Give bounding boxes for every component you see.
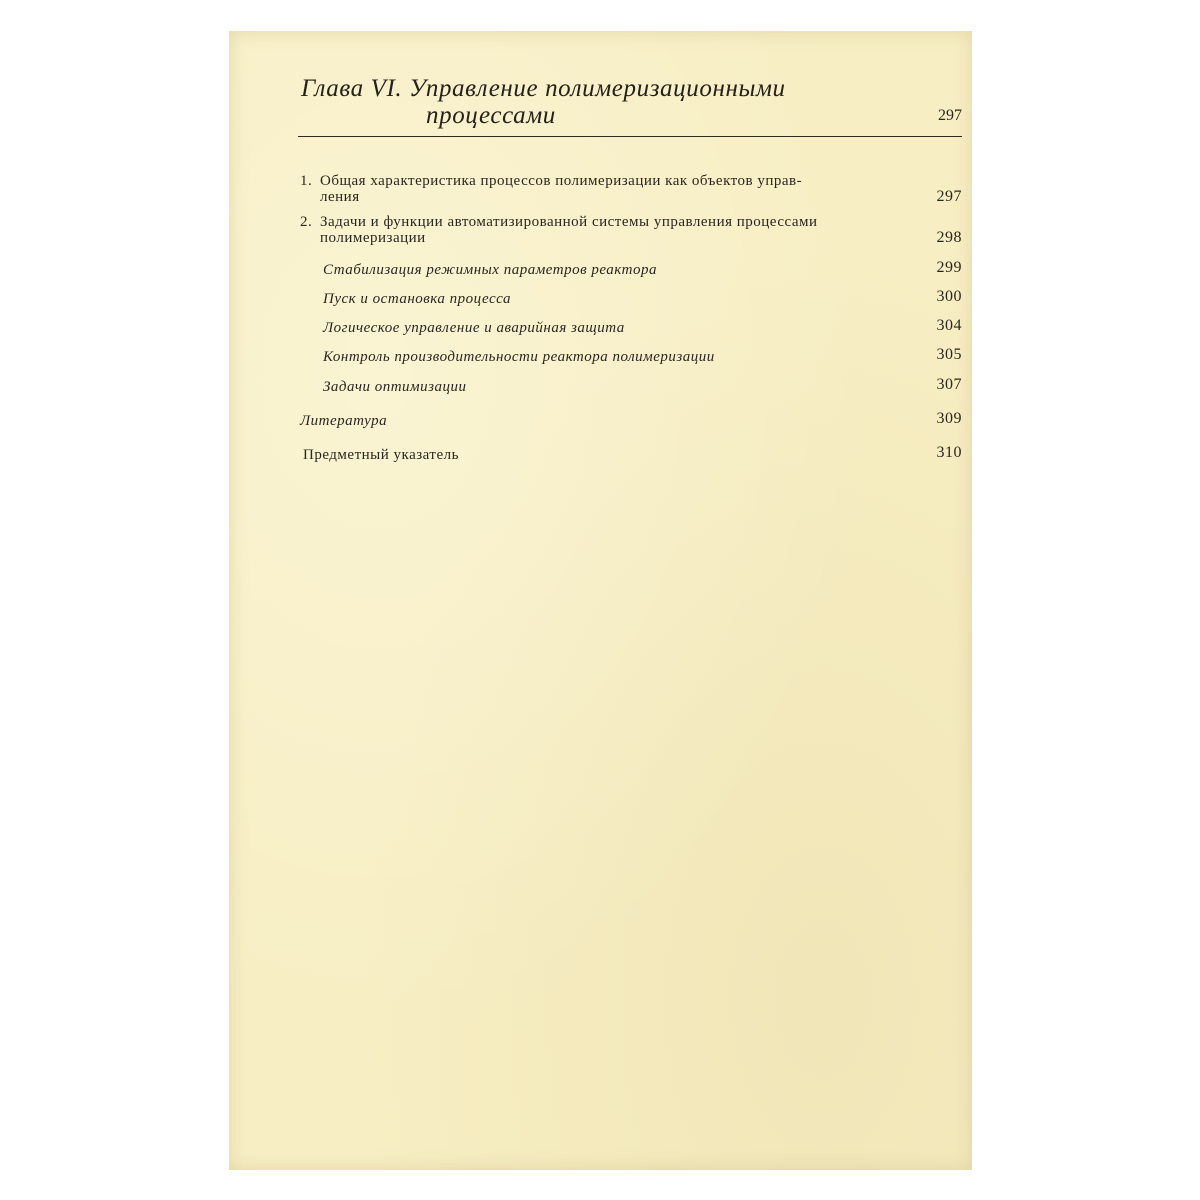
toc-subentry-text: Задачи оптимизации bbox=[323, 379, 467, 395]
chapter-title-line-1: Глава VI. Управление полимеризационными bbox=[301, 75, 786, 102]
toc-subentry-page: 299 bbox=[936, 259, 962, 276]
book-page bbox=[229, 31, 972, 1170]
toc-literature-text: Литература bbox=[300, 413, 388, 429]
chapter-divider bbox=[298, 136, 962, 137]
toc-entry-number: 2. bbox=[300, 214, 313, 230]
toc-entry-line-1: Задачи и функции автоматизированной системы управления процессами bbox=[320, 214, 818, 230]
toc-subentry-text: Контроль производительности реактора полимеризации bbox=[323, 349, 715, 365]
toc-subentry-page: 304 bbox=[936, 317, 962, 334]
toc-entry-text bbox=[300, 214, 910, 246]
toc-entry-line-1: Общая характеристика процессов полимеризации как объектов управ- bbox=[320, 173, 803, 189]
toc-subentry-4 bbox=[323, 346, 962, 365]
toc-entry-1 bbox=[300, 173, 962, 205]
toc-literature-page: 309 bbox=[936, 410, 962, 427]
toc-entry-page: 298 bbox=[936, 229, 962, 246]
toc-subentry-text: Стабилизация режимных параметров реактора bbox=[323, 262, 657, 278]
toc-entry-number: 1. bbox=[300, 173, 313, 189]
toc-index bbox=[303, 444, 962, 463]
chapter-heading bbox=[301, 75, 901, 129]
toc-entry-page: 297 bbox=[936, 188, 962, 205]
toc-subentry-1 bbox=[323, 259, 962, 278]
toc-subentry-page: 300 bbox=[936, 288, 962, 305]
toc-entry-2 bbox=[300, 214, 962, 246]
toc-subentry-text: Логическое управление и аварийная защита bbox=[323, 320, 625, 336]
toc-subentry-text: Пуск и остановка процесса bbox=[323, 291, 511, 307]
toc-literature bbox=[300, 410, 962, 429]
toc-subentry-page: 307 bbox=[936, 376, 962, 393]
toc-subentry-page: 305 bbox=[936, 346, 962, 363]
chapter-page-number: 297 bbox=[938, 107, 962, 124]
toc-entry-line-2: полимеризации bbox=[320, 230, 426, 246]
chapter-title-line-2: процессами bbox=[426, 102, 556, 129]
toc-entry-line-2: ления bbox=[320, 189, 360, 205]
toc-subentry-2 bbox=[323, 288, 962, 307]
toc-subentry-5 bbox=[323, 376, 962, 395]
toc-entry-text bbox=[300, 173, 910, 205]
toc-index-page: 310 bbox=[936, 444, 962, 461]
toc-subentry-3 bbox=[323, 317, 962, 336]
toc-index-text: Предметный указатель bbox=[303, 447, 459, 463]
